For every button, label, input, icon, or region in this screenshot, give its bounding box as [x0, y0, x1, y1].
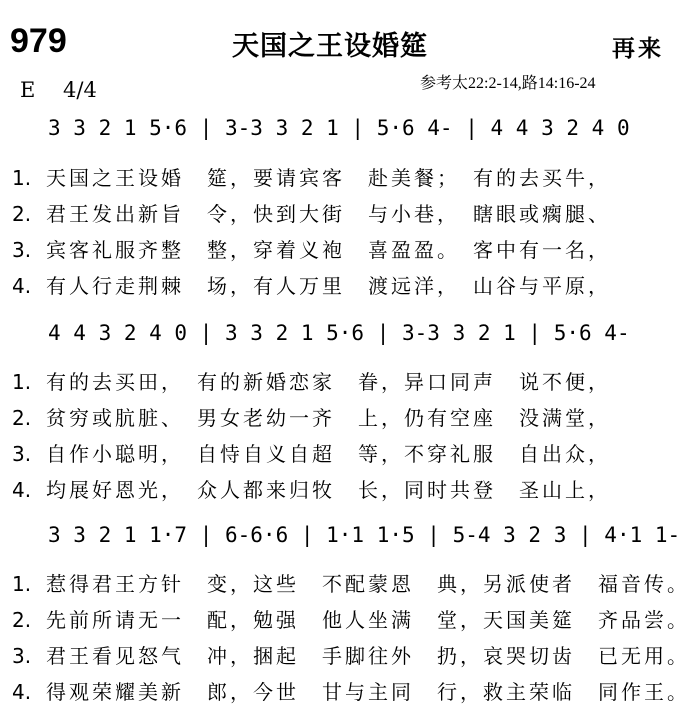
lyric-line [12, 568, 690, 597]
lyric-text: 有人行走荆棘 场，有人万里 渡远洋， 山谷与平原， [46, 274, 611, 298]
lyric-line [12, 366, 611, 395]
hymn-author: 再来 [612, 36, 664, 62]
scripture-reference: 参考太22:2-14,路14:16-24 [420, 75, 596, 92]
lyric-line [12, 604, 690, 633]
lyric-text: 君王看见怒气 冲，捆起 手脚往外 扔，哀哭切齿 已无用。 [46, 644, 690, 668]
lyric-text: 有的去买田， 有的新婚恋家 眷，异口同声 说不便， [46, 370, 611, 394]
verse-number: 3. [12, 442, 32, 466]
lyric-line [12, 198, 611, 227]
lyric-line [12, 438, 611, 467]
lyric-line [12, 234, 611, 263]
verse-number: 1. [12, 370, 32, 394]
lyric-line [12, 676, 690, 705]
key-time-signature: E 4/4 [20, 78, 97, 102]
notation-line-1: 3 3 2 1 5·6 | 3-3 3 2 1 | 5·6 4- | 4 4 3 2 4 0 [48, 116, 630, 140]
lyric-line [12, 640, 690, 669]
verse-number: 2. [12, 406, 32, 430]
hymn-number: 979 [10, 22, 67, 60]
lyric-text: 惹得君王方针 变，这些 不配蒙恩 典，另派使者 福音传。 [46, 572, 690, 596]
lyric-text: 君王发出新旨 令，快到大街 与小巷， 瞎眼或瘸腿、 [46, 202, 611, 226]
lyric-text: 天国之王设婚 筵，要请宾客 赴美餐； 有的去买牛， [46, 166, 611, 190]
lyric-line [12, 270, 611, 299]
lyric-line [12, 162, 611, 191]
notation-line-3: 3 3 2 1 1·7 | 6-6·6 | 1·1 1·5 | 5-4 3 2 3 | 4·1 1- [48, 523, 681, 547]
lyric-text: 宾客礼服齐整 整，穿着义袍 喜盈盈。 客中有一名， [46, 238, 611, 262]
lyric-text: 自作小聪明， 自恃自义自超 等，不穿礼服 自出众， [46, 442, 611, 466]
lyric-text: 贫穷或肮脏、 男女老幼一齐 上，仍有空座 没满堂， [46, 406, 611, 430]
hymn-title: 天国之王设婚筵 [232, 31, 428, 62]
notation-line-2: 4 4 3 2 4 0 | 3 3 2 1 5·6 | 3-3 3 2 1 | 5·6 4- [48, 321, 630, 345]
verse-number: 4. [12, 680, 32, 704]
verse-number: 2. [12, 608, 32, 632]
verse-number: 4. [12, 274, 32, 298]
verse-number: 2. [12, 202, 32, 226]
verse-number: 1. [12, 166, 32, 190]
lyric-text: 先前所请无一 配，勉强 他人坐满 堂，天国美筵 齐品尝。 [46, 608, 690, 632]
verse-number: 4. [12, 478, 32, 502]
lyric-text: 得观荣耀美新 郎，今世 甘与主同 行，救主荣临 同作王。 [46, 680, 690, 704]
lyric-line [12, 474, 611, 503]
lyric-text: 均展好恩光， 众人都来归牧 长，同时共登 圣山上， [46, 478, 611, 502]
verse-number: 3. [12, 238, 32, 262]
verse-number: 3. [12, 644, 32, 668]
verse-number: 1. [12, 572, 32, 596]
lyric-line [12, 402, 611, 431]
